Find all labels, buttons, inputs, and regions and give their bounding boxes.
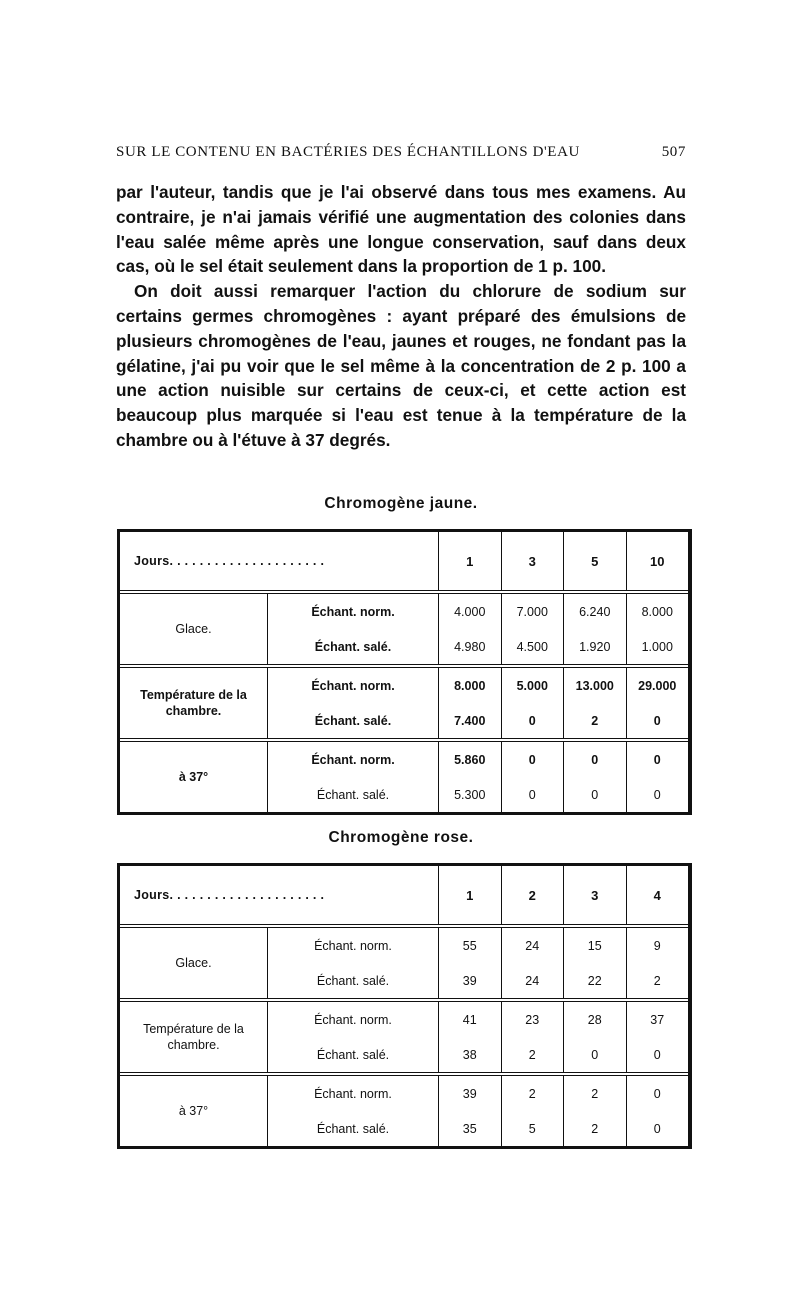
- table-header-row: [120, 866, 688, 928]
- sample-label: Échant. salé.: [316, 973, 390, 988]
- cell-value: 2: [653, 973, 661, 988]
- cell-value: 0: [653, 1047, 661, 1062]
- cell-value: 5.860: [454, 752, 486, 767]
- table-header-row: [120, 532, 688, 594]
- cell-value: 8.000: [454, 678, 486, 693]
- value-column: [626, 1002, 689, 1072]
- cell-value: 1.000: [641, 639, 673, 654]
- cell-value: 24: [525, 973, 540, 988]
- value-column: [563, 668, 626, 738]
- cell-value: 35: [462, 1121, 477, 1136]
- value-column: [563, 928, 626, 998]
- cell-value: 5.000: [516, 678, 548, 693]
- cell-value: 39: [462, 973, 477, 988]
- cell-value: 0: [653, 752, 661, 767]
- day-header: 3: [501, 532, 564, 590]
- group-label: Glace.: [175, 622, 212, 636]
- group-glace: [120, 928, 688, 1002]
- day-header: 2: [501, 866, 564, 924]
- cell-value: 8.000: [641, 604, 673, 619]
- group-37: [120, 1076, 688, 1146]
- group-label: Température de la chambre.: [143, 1022, 244, 1052]
- cell-value: 7.000: [516, 604, 548, 619]
- cell-value: 23: [525, 1012, 540, 1027]
- cell-value: 1.920: [579, 639, 611, 654]
- value-column: [563, 1002, 626, 1072]
- value-column: [563, 594, 626, 664]
- group-label: à 37°: [178, 1104, 209, 1118]
- cell-value: 5: [528, 1121, 536, 1136]
- cell-value: 39: [462, 1086, 477, 1101]
- group-label: Température de la chambre.: [140, 688, 247, 718]
- value-column: [626, 668, 689, 738]
- cell-value: 6.240: [579, 604, 611, 619]
- group-label: Glace.: [175, 956, 212, 970]
- cell-value: 0: [591, 752, 599, 767]
- cell-value: 13.000: [575, 678, 614, 693]
- table-caption-rose: Chromogène rose.: [328, 829, 474, 846]
- value-column: [438, 1076, 501, 1146]
- sample-label: Échant. salé.: [316, 1121, 390, 1136]
- sample-label: Échant. salé.: [314, 639, 392, 654]
- cell-value: 41: [462, 1012, 477, 1027]
- value-column: [501, 928, 564, 998]
- sample-labels: [267, 742, 438, 812]
- jours-label: Jours. . . . . . . . . . . . . . . . . . . . .: [134, 888, 325, 902]
- cell-value: 7.400: [454, 713, 486, 728]
- day-header: 10: [626, 532, 689, 590]
- cell-value: 0: [653, 713, 661, 728]
- sample-labels: [267, 594, 438, 664]
- value-column: [563, 742, 626, 812]
- sample-label: Échant. norm.: [314, 938, 392, 953]
- sample-label: Échant. norm.: [311, 604, 395, 619]
- cell-value: 28: [587, 1012, 602, 1027]
- cell-value: 0: [653, 1121, 661, 1136]
- cell-value: 0: [653, 1086, 661, 1101]
- value-column: [438, 742, 501, 812]
- sample-labels: [267, 928, 438, 998]
- day-header: 5: [563, 532, 626, 590]
- value-column: [626, 742, 689, 812]
- group-glace: [120, 594, 688, 668]
- sample-label: Échant. norm.: [314, 1012, 392, 1027]
- cell-value: 0: [591, 1047, 599, 1062]
- sample-label: Échant. norm.: [311, 678, 395, 693]
- jours-label: Jours. . . . . . . . . . . . . . . . . . . . .: [134, 554, 325, 568]
- value-column: [563, 1076, 626, 1146]
- paragraph-1: par l'auteur, tandis que je l'ai observé dans tous mes examens. Au contraire, je n'ai jamais vérifié une augmentation des colonies dans l'eau salée même après une longue conservation, sauf dans deux cas, où le sel était seulement dans la proportion de 1 p. 100.: [116, 182, 686, 277]
- cell-value: 22: [587, 973, 602, 988]
- sample-label: Échant. norm.: [311, 752, 395, 767]
- cell-value: 37: [650, 1012, 665, 1027]
- sample-labels: [267, 1076, 438, 1146]
- value-column: [501, 1002, 564, 1072]
- running-header: [116, 144, 686, 161]
- value-column: [626, 928, 689, 998]
- value-column: [626, 1076, 689, 1146]
- day-header: 1: [438, 866, 501, 924]
- cell-value: 4.500: [516, 639, 548, 654]
- sample-label: Échant. norm.: [314, 1086, 392, 1101]
- cell-value: 2: [528, 1086, 536, 1101]
- page-number: 507: [661, 144, 686, 160]
- group-temperature-chambre: [120, 1002, 688, 1076]
- cell-value: 55: [462, 938, 477, 953]
- cell-value: 4.980: [454, 639, 486, 654]
- table-chromogene-jaune: [117, 529, 692, 815]
- value-column: [438, 668, 501, 738]
- cell-value: 15: [587, 938, 602, 953]
- value-column: [626, 594, 689, 664]
- table-caption-jaune: Chromogène jaune.: [324, 495, 478, 512]
- value-column: [438, 1002, 501, 1072]
- value-column: [501, 594, 564, 664]
- cell-value: 2: [591, 713, 599, 728]
- sample-labels: [267, 1002, 438, 1072]
- value-column: [501, 742, 564, 812]
- cell-value: 29.000: [638, 678, 677, 693]
- cell-value: 38: [462, 1047, 477, 1062]
- cell-value: 2: [591, 1121, 599, 1136]
- group-label: à 37°: [178, 770, 209, 784]
- cell-value: 0: [653, 787, 661, 802]
- cell-value: 5.300: [454, 787, 486, 802]
- sample-labels: [267, 668, 438, 738]
- group-37: [120, 742, 688, 812]
- sample-label: Échant. salé.: [316, 787, 390, 802]
- day-header: 4: [626, 866, 689, 924]
- cell-value: 4.000: [454, 604, 486, 619]
- sample-label: Échant. salé.: [314, 713, 392, 728]
- cell-value: 2: [528, 1047, 536, 1062]
- value-column: [438, 928, 501, 998]
- cell-value: 24: [525, 938, 540, 953]
- value-column: [501, 1076, 564, 1146]
- day-header: 3: [563, 866, 626, 924]
- cell-value: 0: [528, 752, 536, 767]
- cell-value: 9: [653, 938, 661, 953]
- day-header: 1: [438, 532, 501, 590]
- value-column: [501, 668, 564, 738]
- paragraph-2: On doit aussi remarquer l'action du chlorure de sodium sur certains germes chromogènes : ayant préparé des émulsions de plusieurs chromogènes de l'eau, jaunes et rouges, ne fondant pas la gélatine, j'ai pu voir que le sel même à la concentration de 2 p. 100 a une action nuisible sur certains de ceux-ci, et cette action est beaucoup plus marquée si l'eau est tenue à la température de la chambre ou à l'étuve à 37 degrés.: [116, 281, 686, 450]
- value-column: [438, 594, 501, 664]
- group-temperature-chambre: [120, 668, 688, 742]
- table-chromogene-rose: [117, 863, 692, 1149]
- cell-value: 0: [591, 787, 599, 802]
- header-title: SUR LE CONTENU EN BACTÉRIES DES ÉCHANTILLONS D'EAU: [116, 144, 580, 160]
- cell-value: 2: [591, 1086, 599, 1101]
- sample-label: Échant. salé.: [316, 1047, 390, 1062]
- cell-value: 0: [528, 713, 536, 728]
- body-text: [116, 180, 686, 453]
- cell-value: 0: [528, 787, 536, 802]
